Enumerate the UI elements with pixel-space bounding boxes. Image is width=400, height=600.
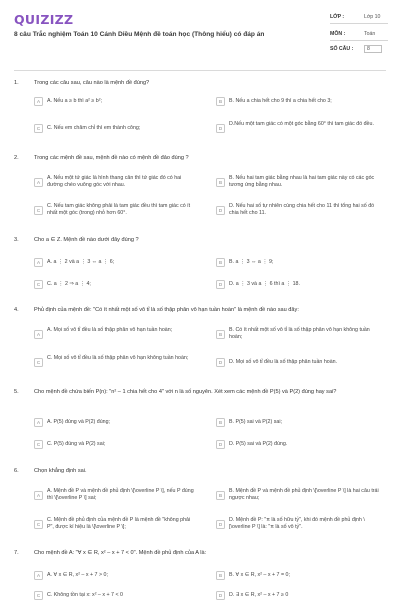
option-text: C. a ⋮ 2 ⇒ a ⋮ 4;: [47, 281, 91, 287]
meta-count-value: 8: [367, 46, 370, 52]
worksheet-header: [0, 0, 400, 72]
option-letter-badge: A: [34, 491, 43, 500]
option-letter-badge: B: [216, 178, 225, 187]
option-text: B. a ⋮ 3 ⇔ a ⋮ 9;: [229, 259, 274, 265]
option-text: D.Nếu một tam giác có một góc bằng 60° thì tam giác đó đều.: [229, 121, 374, 127]
option-text: B. ∀ x ∈ R, x² – x + 7 = 0;: [229, 572, 290, 578]
option-letter-badge: C: [34, 280, 43, 289]
option-text: C. Không tồn tại x: x² – x + 7 < 0: [47, 592, 123, 598]
option-letter-badge: C: [34, 520, 43, 529]
question-number: 3.: [14, 237, 19, 243]
question-text: Phủ định của mệnh đề: "Có ít nhất một số vô tỉ là số thập phân vô hạn tuần hoàn" là mệnh đề nào sau đây:: [34, 307, 299, 313]
option-letter-badge: D: [216, 358, 225, 367]
question-text: Cho mệnh đề chứa biến P(n): "n² – 1 chia hết cho 4" với n là số nguyên. Xét xem các mệnh đề P(5) và P(2) đúng hay sai?: [34, 389, 337, 395]
option-letter-badge: A: [34, 258, 43, 267]
option-letter-badge: C: [34, 206, 43, 215]
meta-class-value: Lớp 10: [364, 14, 381, 20]
option-letter-badge: B: [216, 97, 225, 106]
option-text: B. P(5) sai và P(2) sai;: [229, 419, 282, 425]
option-letter-badge: A: [34, 571, 43, 580]
option-letter-badge: A: [34, 418, 43, 427]
option-letter-badge: B: [216, 258, 225, 267]
question-number: 1.: [14, 80, 19, 86]
option-text: D. Mệnh đề P: "π là số hữu tỷ", khi đó mệnh đề phủ định \[\overline P \] là: "π là số vô tỷ".: [229, 517, 365, 530]
question-number: 7.: [14, 550, 19, 556]
option-letter-badge: D: [216, 280, 225, 289]
question-number: 5.: [14, 389, 19, 395]
option-letter-badge: D: [216, 206, 225, 215]
meta-subject-value: Toán: [364, 31, 376, 37]
option-text: A. Nếu một tứ giác là hình thang cân thì tứ giác đó có hai đường chéo vuông góc với nhau.: [47, 175, 182, 188]
option-text: A. a ⋮ 2 và a ⋮ 3 ⇔ a ⋮ 6;: [47, 259, 115, 265]
question-number: 4.: [14, 307, 19, 313]
option-text: A. Mọi số vô tỉ đều là số thập phân vô hạn tuần hoàn;: [47, 327, 173, 333]
question-text: Cho mệnh đề A: "∀ x ∈ R, x² – x + 7 < 0". Mệnh đề phủ định của A là:: [34, 550, 207, 556]
option-letter-badge: A: [34, 97, 43, 106]
option-text: B. Có ít nhất một số vô tỉ là số thập phân vô hạn không tuần hoàn;: [229, 327, 370, 340]
option-letter-badge: A: [34, 330, 43, 339]
option-letter-badge: D: [216, 124, 225, 133]
quizizz-logo: QUIZIZZ: [14, 12, 74, 27]
meta-subject-label: MÔN :: [330, 31, 346, 37]
option-letter-badge: B: [216, 330, 225, 339]
question-number: 2.: [14, 155, 19, 161]
option-letter-badge: B: [216, 571, 225, 580]
option-text: B. Nếu a chia hết cho 9 thì a chia hết cho 3;: [229, 98, 332, 104]
option-letter-badge: D: [216, 591, 225, 600]
question-text: Trong các mệnh đề sau, mệnh đề nào có mệnh đề đảo đúng ?: [34, 155, 189, 161]
option-text: D. Nếu hai số tự nhiên cùng chia hết cho 11 thì tổng hai số đó chia hết cho 11.: [229, 203, 375, 216]
option-text: B. Nếu hai tam giác bằng nhau là hai tam giác này có các góc tương ứng bằng nhau.: [229, 175, 375, 188]
option-text: D. Mọi số vô tỉ đều là số thập phân tuần hoàn.: [229, 359, 338, 365]
question-number: 6.: [14, 468, 19, 474]
option-text: A. P(5) đúng và P(2) đúng;: [47, 419, 111, 425]
question-text: Trong các câu sau, câu nào là mệnh đề đúng?: [34, 80, 150, 86]
page-title: 8 câu Trắc nghiệm Toán 10 Cánh Diều Mệnh đề toán học (Thông hiểu) có đáp án: [14, 31, 265, 38]
header-divider: [14, 70, 386, 71]
option-letter-badge: C: [34, 358, 43, 367]
option-text: D. a ⋮ 3 và a ⋮ 6 thì a ⋮ 18.: [229, 281, 300, 287]
question-text: Chọn khẳng định sai.: [34, 468, 87, 474]
option-text: C. Nếu tam giác không phải là tam giác đều thì tam giác có ít nhất một góc (trong) nhỏ hơn 60°.: [47, 203, 191, 216]
option-letter-badge: C: [34, 440, 43, 449]
option-text: A. ∀ x ∈ R, x² – x + 7 > 0;: [47, 572, 108, 578]
option-text: C. Mệnh đề phủ định của mệnh đề P là mệnh đề "không phải P", được kí hiệu là \[\overline P \];: [47, 517, 191, 530]
option-letter-badge: D: [216, 520, 225, 529]
option-letter-badge: D: [216, 440, 225, 449]
option-letter-badge: C: [34, 591, 43, 600]
option-text: A. Mệnh đề P và mệnh đề phủ định \[\overline P \], nếu P đúng thì \[\overline P \] sai;: [47, 488, 194, 501]
option-letter-badge: B: [216, 491, 225, 500]
option-letter-badge: A: [34, 178, 43, 187]
option-text: B. Mệnh đề P và mệnh đề phủ định \[\overline P \] là hai câu trái ngược nhau;: [229, 488, 379, 501]
option-text: A. Nếu a ≥ b thì a² ≥ b²;: [47, 98, 102, 104]
option-letter-badge: B: [216, 418, 225, 427]
meta-count-label: SỐ CÂU :: [330, 46, 354, 52]
question-text: Cho a ∈ Z. Mệnh đề nào dưới đây đúng ?: [34, 237, 139, 243]
meta-class-label: LỚP :: [330, 14, 345, 20]
option-text: C. Mọi số vô tỉ đều là số thập phân vô hạn không tuần hoàn;: [47, 355, 189, 361]
option-text: C. Nếu em chăm chỉ thì em thành công;: [47, 125, 141, 131]
option-text: D. ∃ x ∈ R, x² – x + 7 ≥ 0: [229, 592, 289, 598]
option-text: C. P(5) đúng và P(2) sai;: [47, 441, 106, 447]
option-letter-badge: C: [34, 124, 43, 133]
option-text: D. P(5) sai và P(2) đúng.: [229, 441, 288, 447]
